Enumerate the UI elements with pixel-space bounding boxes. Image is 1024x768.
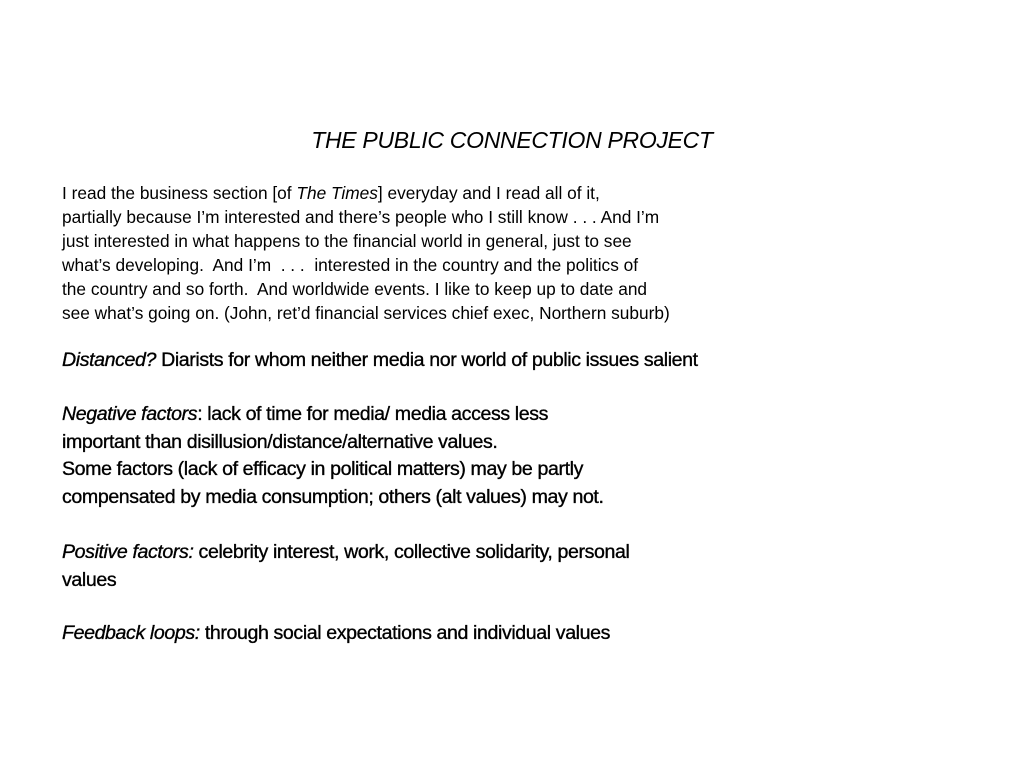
quote-line-1-start: I read the business section [of — [62, 183, 297, 203]
negative-line-1 — [62, 401, 604, 429]
negative-line-2: important than disillusion/distance/alternative values. — [62, 430, 498, 453]
negative-text-1: : lack of time for media/ media access less — [197, 403, 549, 425]
feedback-line — [62, 620, 610, 648]
positive-line-1 — [62, 539, 629, 567]
quote-line-4: what’s developing. And I’m . . . interested in the country and the politics of — [62, 255, 639, 275]
quote-line-5: the country and so forth. And worldwide events. I like to keep up to date and — [62, 279, 648, 299]
positive-line-2: values — [62, 568, 117, 591]
positive-factors-point — [62, 539, 629, 594]
feedback-label: Feedback loops: — [62, 622, 200, 644]
quote-line-3: just interested in what happens to the financial world in general, just to see — [62, 231, 632, 251]
distanced-label: Distanced? — [62, 349, 157, 371]
feedback-loops-point — [62, 620, 610, 648]
distanced-point — [62, 347, 698, 375]
positive-label: Positive factors: — [62, 541, 194, 563]
quote-line-1 — [62, 181, 670, 205]
feedback-text: through social expectations and individual values — [199, 622, 611, 644]
negative-line-3: Some factors (lack of efficacy in political matters) may be partly — [62, 458, 583, 480]
negative-line-4: compensated by media consumption; others (alt values) may not. — [62, 485, 604, 508]
distanced-line — [62, 347, 698, 375]
newspaper-title: The Times — [296, 183, 378, 203]
negative-factors-point — [62, 401, 604, 511]
distanced-text: Diarists for whom neither media nor world of public issues salient — [156, 349, 698, 371]
interview-quote — [62, 181, 670, 325]
negative-label: Negative factors — [62, 403, 198, 425]
slide-title: THE PUBLIC CONNECTION PROJECT — [311, 127, 713, 153]
quote-line-2: partially because I’m interested and there’s people who I still know . . . And I’m — [62, 207, 660, 227]
quote-line-1-end: ] everyday and I read all of it, — [377, 183, 600, 203]
positive-text-1: celebrity interest, work, collective solidarity, personal — [193, 541, 630, 563]
quote-line-6: see what’s going on. (John, ret’d financial services chief exec, Northern suburb) — [62, 303, 670, 323]
